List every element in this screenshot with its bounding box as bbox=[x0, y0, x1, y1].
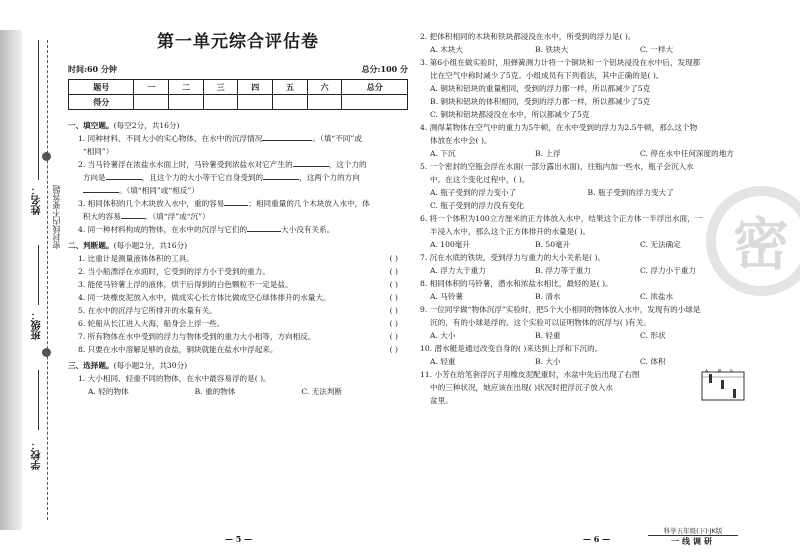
question-text: 4. 同一块橡皮泥放入水中，做成实心长方体比做成空心球体排开的水量大。 bbox=[78, 293, 331, 302]
question-text: 中。在这个变化过程中，( )。 bbox=[430, 175, 530, 184]
choice-option[interactable]: B. 大小 bbox=[535, 357, 561, 366]
binding-hole bbox=[42, 152, 51, 161]
seal-warning: 密封线内不要答题 bbox=[52, 185, 61, 249]
choice-option[interactable]: B. 清水 bbox=[535, 292, 561, 301]
score-header-cell: 一 bbox=[134, 80, 169, 95]
answer-paren[interactable]: ( ) bbox=[389, 267, 398, 276]
answer-paren[interactable]: ( ) bbox=[389, 306, 398, 315]
question-text: ，且这个力的大小等于它自身受到的 bbox=[141, 173, 264, 182]
diagram-label-b: B bbox=[718, 368, 721, 373]
choice-question-3 bbox=[420, 56, 745, 121]
score-header-cell: 五 bbox=[273, 80, 308, 95]
choice-option[interactable]: C. 瓶子受到的浮力没有变化 bbox=[430, 201, 524, 210]
exam-meta bbox=[68, 63, 408, 76]
question-text: ；相同重量的几个木块放入水中，体 bbox=[248, 199, 370, 208]
question-text: 盆里。 bbox=[430, 396, 453, 405]
choice-question-6 bbox=[420, 212, 745, 251]
choice-option[interactable]: C. 浮力小于重力 bbox=[640, 266, 696, 275]
answer-blank[interactable] bbox=[293, 159, 329, 167]
question-text: 半浸入水中，那么这个正方体排开的水量是( )。 bbox=[430, 227, 591, 236]
fill-question-2 bbox=[68, 158, 408, 197]
choice-options bbox=[78, 385, 408, 398]
choice-option[interactable]: A. 瓶子受到的浮力变小了 bbox=[430, 188, 517, 197]
diver-b bbox=[721, 380, 724, 389]
judge-question bbox=[68, 317, 408, 330]
judge-question bbox=[68, 278, 408, 291]
diagram-label-c: C bbox=[730, 368, 734, 373]
choice-option[interactable]: C. 形状 bbox=[640, 331, 666, 340]
fill-question-4 bbox=[68, 223, 408, 236]
question-text: 2. 把体积相同的木块和铁块都浸没在水中，所受到的浮力是( )。 bbox=[420, 32, 636, 41]
score-header-cell: 四 bbox=[238, 80, 273, 95]
school-label: 学校： bbox=[32, 440, 43, 470]
choice-option[interactable]: C. 无法判断 bbox=[301, 387, 343, 396]
question-text: 1. 比重计是测量液体体积的工具。 bbox=[78, 254, 194, 263]
footer-series: 一线调研 bbox=[648, 535, 738, 547]
answer-paren[interactable]: ( ) bbox=[389, 280, 398, 289]
answer-blank[interactable] bbox=[121, 211, 145, 219]
choice-option[interactable]: A. 下沉 bbox=[430, 149, 456, 158]
section-note: (每空2分，共16分) bbox=[113, 121, 180, 130]
judge-question bbox=[68, 265, 408, 278]
choice-options bbox=[420, 264, 745, 277]
question-text: 7. 所有物体在水中受到的浮力与物体受到的重力大小相等，方向相反。 bbox=[78, 332, 316, 341]
answer-paren[interactable]: ( ) bbox=[389, 293, 398, 302]
score-header-row bbox=[69, 80, 408, 95]
answer-blank[interactable] bbox=[83, 185, 119, 193]
diver-c bbox=[733, 389, 736, 398]
question-text: 中的三种状况，她应该在出现( )状况时把浮沉子放入水 bbox=[430, 383, 613, 392]
exam-title: 第一单元综合评估卷 bbox=[157, 32, 319, 52]
choice-option[interactable]: C. 体积 bbox=[640, 357, 666, 366]
score-header-cell: 二 bbox=[169, 80, 204, 95]
choice-question-5 bbox=[420, 160, 745, 212]
score-cell[interactable] bbox=[273, 95, 308, 110]
question-text: 1. 同种材料、不同大小的实心物体，在水中的沉浮情况 bbox=[78, 134, 263, 143]
diver-a bbox=[709, 374, 712, 383]
score-cell[interactable] bbox=[307, 95, 342, 110]
choice-question-4 bbox=[420, 121, 745, 160]
section-judge bbox=[68, 239, 408, 252]
answer-blank[interactable] bbox=[262, 133, 312, 141]
school-line bbox=[38, 370, 39, 430]
choice-option[interactable]: B. 重的物体 bbox=[194, 387, 236, 396]
answer-paren[interactable]: ( ) bbox=[389, 345, 398, 354]
choice-option[interactable]: A. 大小 bbox=[430, 331, 456, 340]
question-text: 2. 当小船漂浮在水面时，它受到的浮力小于受到的重力。 bbox=[78, 267, 270, 276]
question-text: 3. 相同体积的几个木块放入水中，重的容易 bbox=[78, 199, 225, 208]
choice-option[interactable]: A. 100毫升 bbox=[430, 240, 470, 249]
page-number-right: — 6 — bbox=[583, 534, 611, 544]
choice-options bbox=[420, 43, 745, 56]
question-text: 6. 轮船从长江进入大海，船身会上浮一些。 bbox=[78, 319, 225, 328]
choice-option[interactable]: B. 50毫升 bbox=[535, 240, 571, 249]
question-text: 2. 当马铃薯浮在浓盐水水面上时，马铃薯受到浓盐水对它产生的 bbox=[78, 160, 293, 169]
class-line bbox=[38, 245, 39, 305]
choice-option[interactable]: C. 一样大 bbox=[640, 45, 674, 54]
question-text: 大小没有关系。 bbox=[281, 225, 335, 234]
score-cell[interactable] bbox=[342, 95, 408, 110]
score-header-cell: 三 bbox=[203, 80, 238, 95]
score-table bbox=[68, 79, 408, 110]
binding-hole bbox=[42, 348, 51, 357]
choice-options bbox=[420, 186, 745, 199]
right-page bbox=[420, 30, 745, 407]
answer-blank[interactable] bbox=[106, 172, 142, 180]
question-text: ，这两个力的方向 bbox=[299, 173, 360, 182]
choice-option[interactable]: C. 铜块和铝块都浸没在水中，所以都减少了5克 bbox=[430, 110, 590, 119]
section-choice bbox=[68, 359, 408, 372]
fill-question-3 bbox=[68, 197, 408, 223]
question-text: 体放在水中会( )。 bbox=[430, 136, 492, 145]
choice-option[interactable]: C. 无法确定 bbox=[640, 240, 681, 249]
question-text: 8. 相同体积的马铃薯，潜水和浓盐水相比，最轻的是( )。 bbox=[420, 279, 613, 288]
choice-option[interactable]: A. 木块大 bbox=[430, 45, 464, 54]
question-text: 1. 大小相同、轻重不同的物体，在水中最容易浮的是( )。 bbox=[78, 374, 271, 383]
footer-brand bbox=[648, 526, 738, 547]
fill-question-1 bbox=[68, 132, 408, 158]
judge-question bbox=[68, 291, 408, 304]
choice-options bbox=[420, 238, 745, 251]
question-text: 6. 将一个体积为100立方厘米的正方体放入水中，结果这个正方体一半浮出水面，一 bbox=[420, 214, 703, 223]
score-cell[interactable] bbox=[169, 95, 204, 110]
question-text: ，这个力的 bbox=[328, 160, 367, 169]
question-text: 9. 一位同学做“物体沉浮”实验时，把5个大小相同的物体放入水中，发现有的小球是 bbox=[420, 305, 701, 314]
answer-blank[interactable] bbox=[247, 224, 281, 232]
choice-option[interactable]: B. 铜块和铝块的体积相同，受到的浮力都一样，所以都减少了5克 bbox=[430, 97, 651, 106]
diagram-label-a: A bbox=[705, 368, 708, 373]
score-header-cell: 总分 bbox=[342, 80, 408, 95]
answer-paren[interactable]: ( ) bbox=[389, 332, 398, 341]
question-text: 11. 小芳在给笔套浮沉子用橡皮泥配重时，水盆中先后出现了右图 bbox=[420, 370, 640, 379]
choice-question-10 bbox=[420, 342, 745, 368]
question-text: 沉的，有的小球是浮的。这个实验可以证明物体的沉浮与( )有关。 bbox=[430, 318, 651, 327]
score-cell[interactable] bbox=[134, 95, 169, 110]
question-text: 3. 能使马铃薯上浮的液体，烘干后得到的白色颗粒不一定是盐。 bbox=[78, 280, 293, 289]
question-text: 5. 一个密封的空瓶会浮在水面(一部分露出水面)，往瓶内加一些水，瓶子会沉入水 bbox=[420, 162, 694, 171]
question-text: 4. 测得某物体在空气中的重力为5牛顿，在水中受到的浮力为2.5牛顿，那么这个物 bbox=[420, 123, 698, 132]
score-header-cell: 题号 bbox=[69, 80, 134, 95]
question-text: 。（填“浮”或“沉”） bbox=[144, 212, 210, 221]
choice-option[interactable]: B. 浮力等于重力 bbox=[535, 266, 591, 275]
choice-option[interactable]: B. 上浮 bbox=[535, 149, 561, 158]
question-text: 3. 第6小组在做实验时，用弹簧测力计将一个铜块和一个铝块浸没在水中后，发现都 bbox=[420, 58, 701, 67]
choice-option[interactable]: B. 铁块大 bbox=[535, 45, 569, 54]
section-title: 一、填空题。 bbox=[68, 121, 114, 130]
score-cell[interactable] bbox=[203, 95, 238, 110]
question-text: 8. 只要在水中溶解足够的食盐，铜块就能在盐水中浮起来。 bbox=[78, 345, 278, 354]
left-page bbox=[68, 32, 408, 398]
choice-options bbox=[420, 147, 745, 160]
exam-total: 总分:100 分 bbox=[361, 64, 408, 74]
question-text: 4. 同一种材料构成的物体，在水中的沉浮与它们的 bbox=[78, 225, 248, 234]
question-text: 5. 在水中的沉浮与它所排开的水量有关。 bbox=[78, 306, 217, 315]
judge-question bbox=[68, 330, 408, 343]
question-text: 积大的容易 bbox=[82, 212, 121, 221]
score-header-cell: 六 bbox=[307, 80, 342, 95]
judge-question bbox=[68, 304, 408, 317]
choice-question-8 bbox=[420, 277, 745, 303]
footer-book: 科学五年级(下)·JK版 bbox=[663, 527, 723, 535]
answer-paren[interactable]: ( ) bbox=[389, 254, 398, 263]
question-text: “相同”） bbox=[82, 147, 114, 156]
choice-option[interactable]: A. 浮力大于重力 bbox=[430, 266, 486, 275]
section-title: 二、判断题。 bbox=[68, 241, 114, 250]
class-label: 班级： bbox=[32, 310, 43, 340]
choice-option[interactable]: A. 马铃薯 bbox=[430, 292, 464, 301]
seal-watermark: 密 bbox=[706, 186, 800, 296]
question-text: 。（填“不同”或 bbox=[312, 134, 362, 143]
choice-question-7 bbox=[420, 251, 745, 277]
page-number-left: — 5 — bbox=[225, 534, 253, 544]
exam-time: 时间:60 分钟 bbox=[68, 64, 117, 74]
question-text: 7. 沉在水底的铁块，受到浮力与重力的大小关系是( )。 bbox=[420, 253, 606, 262]
judge-question bbox=[68, 343, 408, 356]
choice-option[interactable]: A. 铜块和铝块的重量相同，受到的浮力都一样，所以都减少了5克 bbox=[430, 84, 651, 93]
choice-option[interactable]: C. 停在水中任何深度的地方 bbox=[640, 149, 734, 158]
answer-blank[interactable] bbox=[263, 172, 299, 180]
choice-option[interactable]: B. 轻重 bbox=[535, 331, 561, 340]
choice-question-11 bbox=[420, 368, 745, 407]
choice-options bbox=[420, 355, 745, 368]
section-title: 三、选择题。 bbox=[68, 361, 114, 370]
seal-line bbox=[47, 40, 48, 520]
question-text: 10. 潜水艇是通过改变自身的( )来达到上浮和下沉的。 bbox=[420, 344, 603, 353]
answer-paren[interactable]: ( ) bbox=[389, 319, 398, 328]
diver-diagram bbox=[701, 368, 745, 402]
choice-question-1 bbox=[68, 372, 408, 398]
choice-question-2 bbox=[420, 30, 745, 56]
score-row-label: 得分 bbox=[69, 95, 134, 110]
binding-margin bbox=[0, 0, 62, 556]
choice-option[interactable]: A. 轻的物体 bbox=[88, 387, 129, 396]
answer-blank[interactable] bbox=[224, 198, 248, 206]
choice-options bbox=[420, 290, 745, 303]
choice-option[interactable]: C. 浓盐水 bbox=[640, 292, 674, 301]
section-fill bbox=[68, 119, 408, 132]
choice-options bbox=[420, 329, 745, 342]
choice-option[interactable]: B. 瓶子受到的浮力变大了 bbox=[587, 188, 674, 197]
choice-option[interactable]: A. 轻重 bbox=[430, 357, 456, 366]
name-label: 姓名： bbox=[32, 185, 43, 215]
choice-question-9 bbox=[420, 303, 745, 342]
section-note: (每小题2分，共16分) bbox=[113, 241, 188, 250]
score-cell[interactable] bbox=[238, 95, 273, 110]
binding-strip bbox=[0, 30, 22, 530]
question-text: 。（填“相同”或“相反”） bbox=[118, 186, 199, 195]
question-text: 方向是 bbox=[82, 173, 106, 182]
name-line bbox=[38, 40, 39, 180]
score-row bbox=[69, 95, 408, 110]
judge-question bbox=[68, 252, 408, 265]
section-note: (每小题2分，共30分) bbox=[113, 361, 188, 370]
question-text: 比在空气中称时减少了5克。小组成员有下列看法，其中正确的是( )。 bbox=[430, 71, 664, 80]
